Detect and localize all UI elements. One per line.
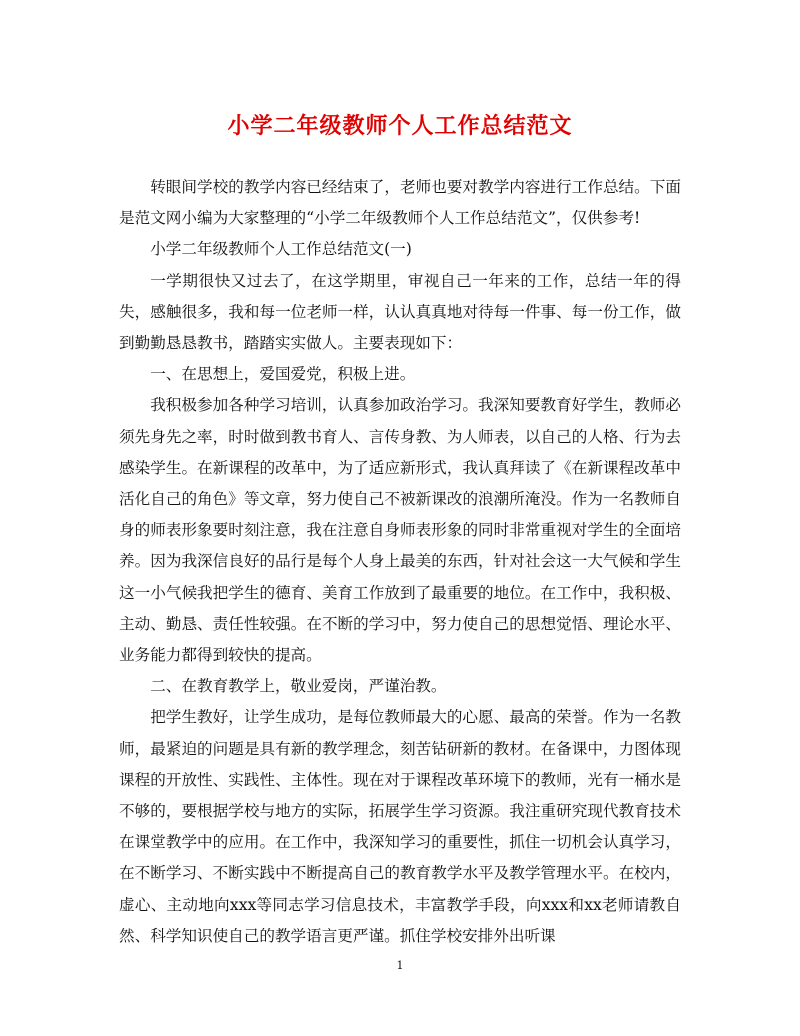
summary-paragraph: 一学期很快又过去了，在这学期里，审视自己一年来的工作，总结一年的得失，感触很多，我和每一位老师一样，认认真真地对待每一件事、每一份工作，做到勤勤恳恳教书，踏踏实实做人。主要表现如下：	[119, 271, 681, 353]
teaching-paragraph: 把学生教好，让学生成功，是每位教师最大的心愿、最高的荣誉。作为一名教师，最紧迫的问题是具有新的教学理念，刻苦钻研新的教材。在备课中，力图体现课程的开放性、实践性、主体性。现在对于课程改革环境下的教师，光有一桶水是不够的，要根据学校与地方的实际，拓展学生学习资源。我注重研究现代教育技术在课堂教学中的应用。在工作中，我深知学习的重要性，抓住一切机会认真学习，在不断学习、不断实践中不断提高自己的教育教学水平及教学管理水平。在校内，虚心、主动地向xxx等同志学习信息技术，丰富教学手段，向xxx和xx老师请教自然、科学知识使自己的教学语言更严谨。抓住学校安排外出听课	[119, 708, 681, 945]
document-body	[119, 172, 681, 952]
thought-paragraph: 我积极参加各种学习培训，认真参加政治学习。我深知要教育好学生，教师必须先身先之率，时时做到教书育人、言传身教、为人师表，以自己的人格、行为去感染学生。在新课程的改革中，为了适应新形式，我认真拜读了《在新课程改革中活化自己的角色》等文章，努力使自己不被新课改的浪潮所淹没。作为一名教师自身的师表形象要时刻注意，我在注意自身师表形象的同时非常重视对学生的全面培养。因为我深信良好的品行是每个人身上最美的东西，针对社会这一大气候和学生这一小气候我把学生的德育、美育工作放到了最重要的地位。在工作中，我积极、主动、勤恳、责任性较强。在不断的学习中，努力使自己的思想觉悟、理论水平、业务能力都得到较快的提高。	[119, 396, 681, 665]
document-title: 小学二年级教师个人工作总结范文	[227, 113, 573, 139]
page-number: 1	[396, 959, 404, 972]
section-heading-sample-one: 小学二年级教师个人工作总结范文(一)	[150, 240, 412, 259]
intro-paragraph: 转眼间学校的教学内容已经结束了，老师也要对教学内容进行工作总结。下面是范文网小编为大家整理的“小学二年级教师个人工作总结范文”，仅供参考!	[119, 178, 681, 228]
heading-thought: 一、在思想上，爱国爱党，积极上进。	[150, 365, 416, 384]
heading-teaching: 二、在教育教学上，敬业爱岗，严谨治教。	[150, 677, 447, 696]
